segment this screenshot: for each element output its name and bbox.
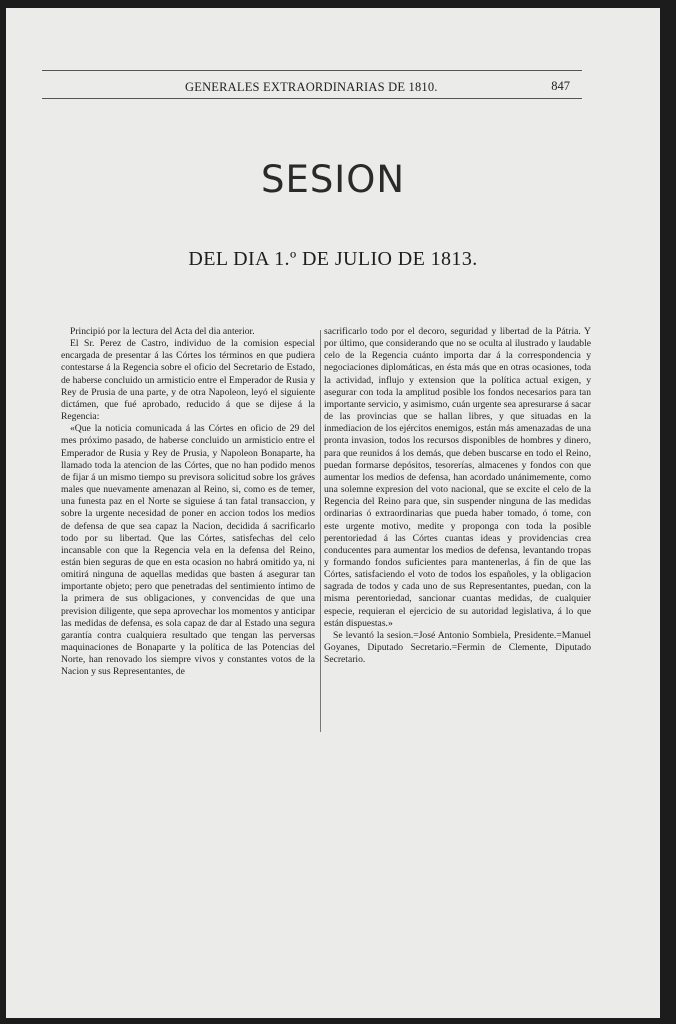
header-top-rule xyxy=(42,70,582,71)
session-title: SESION xyxy=(260,158,406,201)
column-divider xyxy=(320,330,321,732)
paragraph: El Sr. Perez de Castro, individuo de la comision especial encargada de presentar á las Córtes los términos en que pudiera contestarse á la Regencia sobre el oficio del Secretario de Estado, de haberse concluido un armisticio entre el Emperador de Rusia y Rey de Prusia de una parte, y de otra Napoleon, leyó el siguiente dictámen, que fué aprobado, reducido á que se dijese á la Regencia: xyxy=(61,338,315,423)
left-column xyxy=(61,326,315,679)
header-bottom-rule xyxy=(42,98,582,99)
running-title: GENERALES EXTRAORDINARIAS DE 1810. xyxy=(185,80,438,94)
right-column xyxy=(324,326,591,666)
paragraph: «Que la noticia comunicada á las Córtes en oficio de 29 del mes próximo pasado, de haberse concluido un armisticio entre el Emperador de Rusia y Rey de Prusia, y Napoleon Bonaparte, ha llamado toda la atencion de las Córtes, que no han podido menos de fijar á un mismo tiempo su previsora solicitud sobre los gráves males que nuevamente amenazan al Reino, si, como es de temer, una funesta paz en el Norte se siguiese á tan fatal transaccion, y sobre la urgente necesidad de poner en accion todos los medios de defensa de que sea capaz la Nacion, decidida á sacrificarlo todo por su libertad. Que las Córtes, satisfechas del celo incansable con que la Regencia vela en la defensa del Reino, están bien seguras de que en esta ocasion no habrá omitido ya, ni omitirá ninguna de aquellas medidas que basten á asegurar tan importante objeto; pero que penetradas del sentimiento íntimo de la primera de sus obligaciones, y convencidas de que una prevision diligente, que sepa aprovechar los momentos y anticipar las medidas de defensa, es sola capaz de dar al Estado una segura garantía contra cualquiera resultado que tengan las perversas maquinaciones de Bonaparte y la política de las Potencias del Norte, han renovado los siempre vivos y constantes votos de la Nacion y sus Representantes, de xyxy=(61,423,315,678)
paragraph: Se levantó la sesion.=José Antonio Sombiela, Presidente.=Manuel Goyanes, Diputado Secretario.=Fermin de Clemente, Diputado Secretario. xyxy=(324,629,591,666)
document-page xyxy=(6,8,660,1018)
paragraph: sacrificarlo todo por el decoro, seguridad y libertad de la Pátria. Y por último, que considerando que no se oculta al ilustrado y laudable celo de la Regencia cuánto importa dar á la correspondencia y negociaciones diplomáticas, en ésta más que en otras ocasiones, toda la actividad, influjo y extension que la política actual exigen, y asegurar con toda la amplitud posible los fondos necesarios para tan importante servicio, y asimismo, cuán urgente sea apresurarse á sacar de las provincias que se hallan libres, y que situadas en la inmediacion de los ejércitos enemigos, están más amenazadas de una pronta invasion, todos los recursos disponibles de hombres y dinero, para que reunidos á los demás, que deben buscarse en todo el Reino, puedan formarse depósitos, tesorerías, almacenes y fondos con que aumentar los medios de defensa, han acordado unánimemente, como una solemne expresion del voto nacional, que se excite el celo de la Regencia del Reino para que, sin suspender ninguna de las medidas ordinarias ó extraordinarias que pueda haber tomado, ó tome, con este urgente motivo, medite y proponga con toda la posible perentoriedad á las Córtes cuantas ideas y providencias crea conducentes para aumentar los medios de defensa, levantando tropas y formando fondos suficientes para mantenerlas, á fin de que las Córtes, satisfaciendo el voto de todos los españoles, y la obligacion sagrada de todos y cada uno de sus Representantes, puedan, con la misma perentoriedad, sancionar cuantas medidas, de cualquier especie, requieran el ejercicio de su autoridad legislativa, á lo que están dispuestas.» xyxy=(324,326,591,629)
running-header xyxy=(42,77,582,97)
paragraph: Principió por la lectura del Acta del dia anterior. xyxy=(70,326,255,337)
session-date: DEL DIA 1.º DE JULIO DE 1813. xyxy=(188,248,478,270)
page-number: 847 xyxy=(551,79,570,93)
